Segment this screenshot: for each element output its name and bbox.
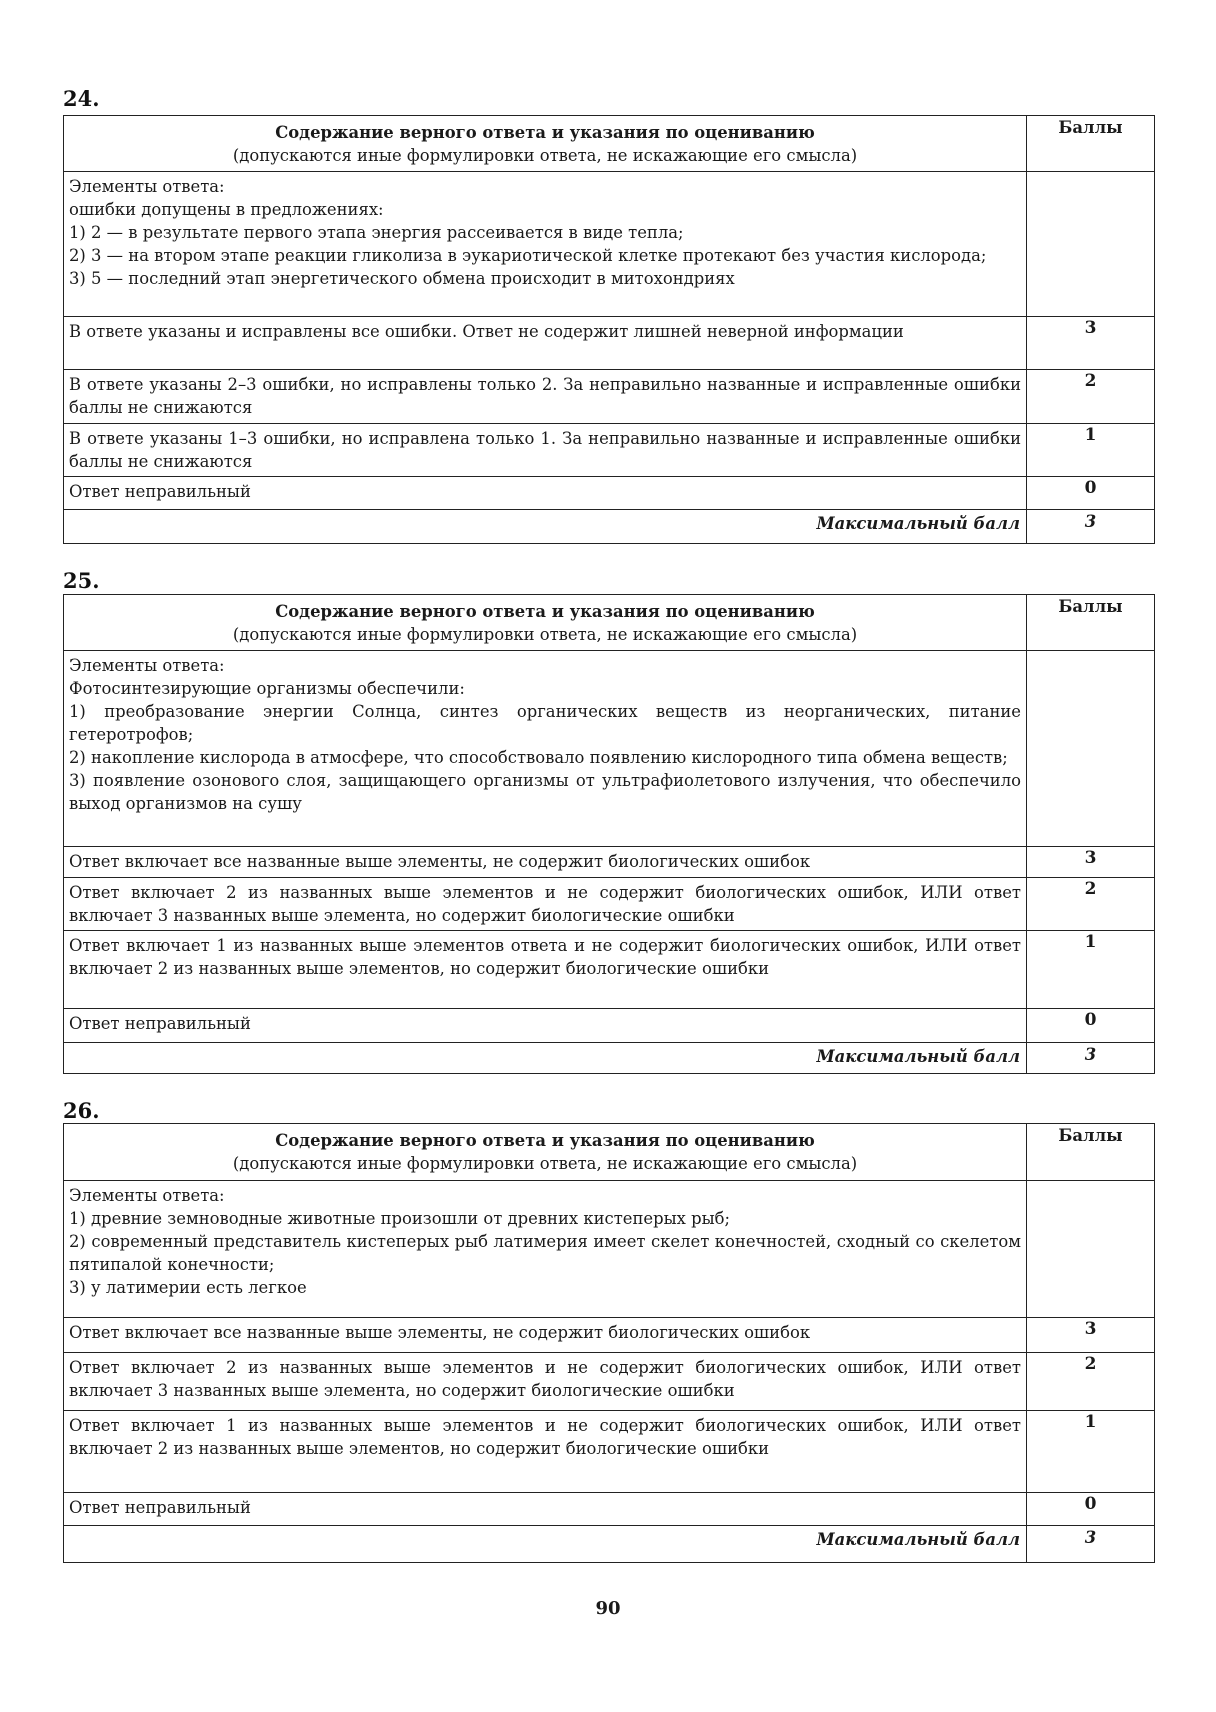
content-header-title: Содержание верного ответа и указания по оцениванию (275, 1131, 815, 1150)
score-cell-empty (1027, 172, 1155, 317)
criteria-text: Ответ включает все названные выше элементы, не содержит биологических ошибок (64, 847, 1027, 878)
answer-elements-row (64, 651, 1155, 847)
elements-line: 3) у латимерии есть легкое (69, 1278, 307, 1297)
elements-line: 2) накопление кислорода в атмосфере, что способствовало появлению кислородного типа обмена веществ; (69, 748, 1008, 767)
criteria-row (64, 1318, 1155, 1353)
criteria-score: 0 (1027, 1009, 1155, 1043)
max-score-row (64, 1043, 1155, 1074)
grading-table-26 (63, 1123, 1155, 1563)
criteria-row (64, 424, 1155, 477)
answer-elements-row (64, 1181, 1155, 1318)
elements-line: Фотосинтезирующие организмы обеспечили: (69, 679, 465, 698)
criteria-text: Ответ включает 2 из названных выше элементов и не содержит биологических ошибок, ИЛИ ответ включает 3 названных выше элемента, но содержит биологические ошибки (64, 878, 1027, 931)
max-score-row (64, 510, 1155, 544)
elements-line: 3) 5 — последний этап энергетического обмена происходит в митохондриях (69, 269, 735, 288)
max-score-value: 3 (1027, 1526, 1155, 1563)
content-header (64, 116, 1027, 172)
criteria-row (64, 931, 1155, 1009)
grading-table-25 (63, 594, 1155, 1074)
max-score-value: 3 (1027, 510, 1155, 544)
criteria-row (64, 1353, 1155, 1411)
criteria-text: В ответе указаны 1–3 ошибки, но исправлена только 1. За неправильно названные и исправленные ошибки баллы не снижаются (64, 424, 1027, 477)
content-header-subtitle: (допускаются иные формулировки ответа, не искажающие его смысла) (232, 625, 858, 644)
elements-line: 2) 3 — на втором этапе реакции гликолиза в эукариотической клетке протекают без участия кислорода; (69, 246, 987, 265)
content-header-subtitle: (допускаются иные формулировки ответа, не искажающие его смысла) (232, 1154, 858, 1173)
max-score-row (64, 1526, 1155, 1563)
answer-elements (64, 1181, 1027, 1318)
criteria-score: 0 (1027, 477, 1155, 510)
max-score-value: 3 (1027, 1043, 1155, 1074)
criteria-score: 3 (1027, 317, 1155, 370)
criteria-score: 3 (1027, 847, 1155, 878)
criteria-row (64, 1009, 1155, 1043)
content-header (64, 595, 1027, 651)
content-header (64, 1124, 1027, 1181)
score-cell-empty (1027, 651, 1155, 847)
criteria-text: Ответ неправильный (64, 1493, 1027, 1526)
criteria-text: Ответ неправильный (64, 477, 1027, 510)
criteria-score: 3 (1027, 1318, 1155, 1353)
max-score-label: Максимальный балл (64, 1526, 1027, 1563)
task-number: 26. (63, 1098, 100, 1123)
grading-table-24 (63, 115, 1155, 544)
criteria-text: Ответ включает все названные выше элементы, не содержит биологических ошибок (64, 1318, 1027, 1353)
criteria-score: 2 (1027, 1353, 1155, 1411)
elements-line: ошибки допущены в предложениях: (69, 200, 384, 219)
table-header-row (64, 116, 1155, 172)
answer-elements (64, 172, 1027, 317)
elements-line: Элементы ответа: (69, 177, 225, 196)
elements-line: 3) появление озонового слоя, защищающего организмы от ультрафиолетового излучения, что обеспечило выход организмов на сушу (69, 771, 1021, 813)
content-header-title: Содержание верного ответа и указания по оцениванию (275, 123, 815, 142)
task-number: 24. (63, 86, 100, 111)
criteria-row (64, 370, 1155, 424)
elements-line: 1) преобразование энергии Солнца, синтез органических веществ из неорганических, питание гетеротрофов; (69, 702, 1021, 744)
task-number: 25. (63, 568, 100, 593)
criteria-row (64, 878, 1155, 931)
criteria-text: В ответе указаны 2–3 ошибки, но исправлены только 2. За неправильно названные и исправленные ошибки баллы не снижаются (64, 370, 1027, 424)
table-header-row (64, 1124, 1155, 1181)
elements-line: 2) современный представитель кистеперых рыб латимерия имеет скелет конечностей, сходный со скелетом пятипалой конечности; (69, 1232, 1021, 1274)
content-header-title: Содержание верного ответа и указания по оцениванию (275, 602, 815, 621)
answer-elements-row (64, 172, 1155, 317)
criteria-score: 1 (1027, 931, 1155, 1009)
score-header: Баллы (1027, 116, 1155, 172)
criteria-row (64, 317, 1155, 370)
criteria-text: Ответ неправильный (64, 1009, 1027, 1043)
elements-line: Элементы ответа: (69, 656, 225, 675)
score-header: Баллы (1027, 1124, 1155, 1181)
elements-line: 1) древние земноводные животные произошли от древних кистеперых рыб; (69, 1209, 731, 1228)
answer-elements (64, 651, 1027, 847)
criteria-text: В ответе указаны и исправлены все ошибки. Ответ не содержит лишней неверной информации (64, 317, 1027, 370)
criteria-text: Ответ включает 1 из названных выше элементов ответа и не содержит биологических ошибок, ИЛИ ответ включает 2 из названных выше элементов, но содержит биологические ошибки (64, 931, 1027, 1009)
criteria-row (64, 1411, 1155, 1493)
criteria-score: 2 (1027, 370, 1155, 424)
criteria-score: 2 (1027, 878, 1155, 931)
max-score-label: Максимальный балл (64, 510, 1027, 544)
criteria-score: 1 (1027, 1411, 1155, 1493)
criteria-text: Ответ включает 1 из названных выше элементов и не содержит биологических ошибок, ИЛИ ответ включает 2 из названных выше элементов, но содержит биологические ошибки (64, 1411, 1027, 1493)
elements-line: 1) 2 — в результате первого этапа энергия рассеивается в виде тепла; (69, 223, 684, 242)
table-header-row (64, 595, 1155, 651)
criteria-row (64, 847, 1155, 878)
criteria-score: 0 (1027, 1493, 1155, 1526)
page-number: 90 (595, 1598, 621, 1619)
criteria-text: Ответ включает 2 из названных выше элементов и не содержит биологических ошибок, ИЛИ ответ включает 3 названных выше элемента, но содержит биологические ошибки (64, 1353, 1027, 1411)
criteria-row (64, 477, 1155, 510)
criteria-score: 1 (1027, 424, 1155, 477)
content-header-subtitle: (допускаются иные формулировки ответа, не искажающие его смысла) (232, 146, 858, 165)
elements-line: Элементы ответа: (69, 1186, 225, 1205)
score-cell-empty (1027, 1181, 1155, 1318)
max-score-label: Максимальный балл (64, 1043, 1027, 1074)
score-header: Баллы (1027, 595, 1155, 651)
criteria-row (64, 1493, 1155, 1526)
